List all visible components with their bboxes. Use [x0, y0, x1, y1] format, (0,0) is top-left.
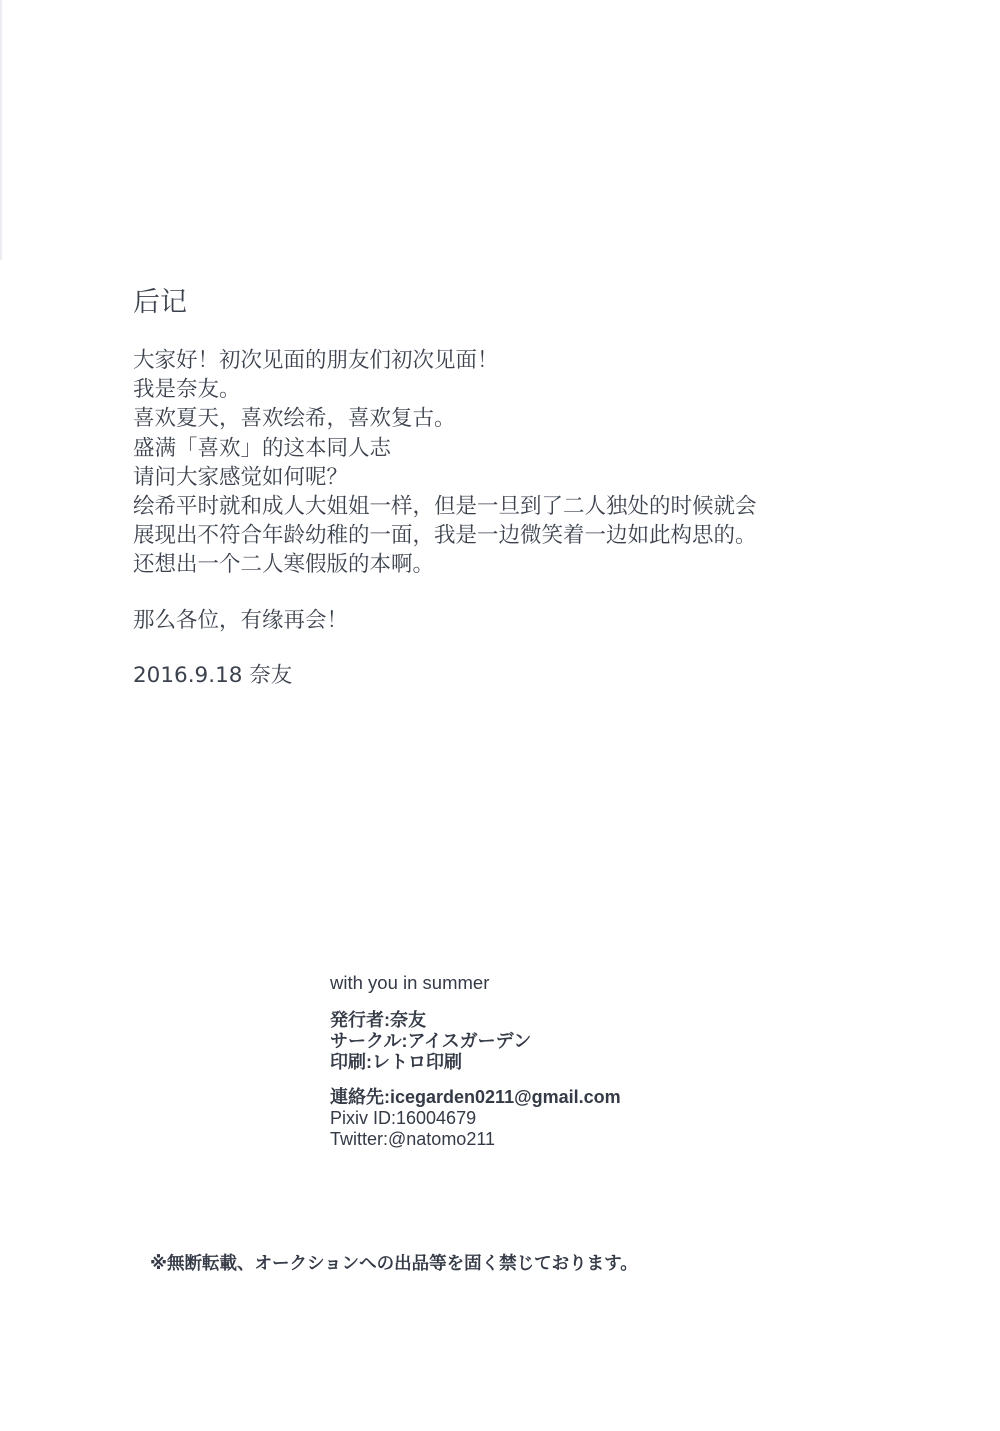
- twitter-handle-line: Twitter:@natomo211: [330, 1129, 496, 1149]
- afterword-line: 盛满「喜欢」的这本同人志: [133, 435, 392, 461]
- copyright-notice: ※無断転載、オークションへの出品等を固く禁じております。: [150, 1254, 638, 1274]
- page-fold-shadow: [0, 0, 3, 260]
- circle-line: サークル:アイスガーデン: [330, 1031, 532, 1051]
- afterword-line: 展现出不符合年龄幼稚的一面，我是一边微笑着一边如此构思的。: [133, 523, 757, 549]
- colophon-contacts: [330, 1087, 830, 1150]
- afterword-line: 大家好！初次见面的朋友们初次见面！: [133, 348, 499, 373]
- pixiv-id-line: Pixiv ID:16004679: [330, 1108, 477, 1128]
- publisher-line: 発行者:奈友: [330, 1010, 426, 1030]
- afterword-line: 我是奈友。: [133, 377, 241, 403]
- book-title: with you in summer: [330, 972, 490, 993]
- afterword-title: 后记: [133, 287, 187, 318]
- afterword-line: 还想出一个二人寒假版的本啊。: [133, 552, 435, 578]
- afterword-farewell: 那么各位，有缘再会！: [133, 607, 349, 633]
- afterword-line: 绘希平时就和成人大姐姐一样，但是一旦到了二人独处的时候就会: [133, 494, 757, 520]
- contact-email-line: 連絡先:icegarden0211@gmail.com: [330, 1087, 621, 1107]
- colophon: [330, 970, 830, 1164]
- afterword-section: [133, 282, 953, 690]
- afterword-line: 喜欢夏天，喜欢绘希，喜欢复古。: [133, 406, 456, 432]
- afterword-body: [133, 346, 953, 580]
- printer-line: 印刷:レトロ印刷: [330, 1052, 462, 1072]
- afterword-signature: 2016.9.18 奈友: [133, 662, 293, 688]
- afterword-farewell-block: [133, 606, 953, 635]
- afterword-line: 请问大家感觉如何呢？: [133, 464, 349, 490]
- colophon-credits: [330, 1010, 830, 1073]
